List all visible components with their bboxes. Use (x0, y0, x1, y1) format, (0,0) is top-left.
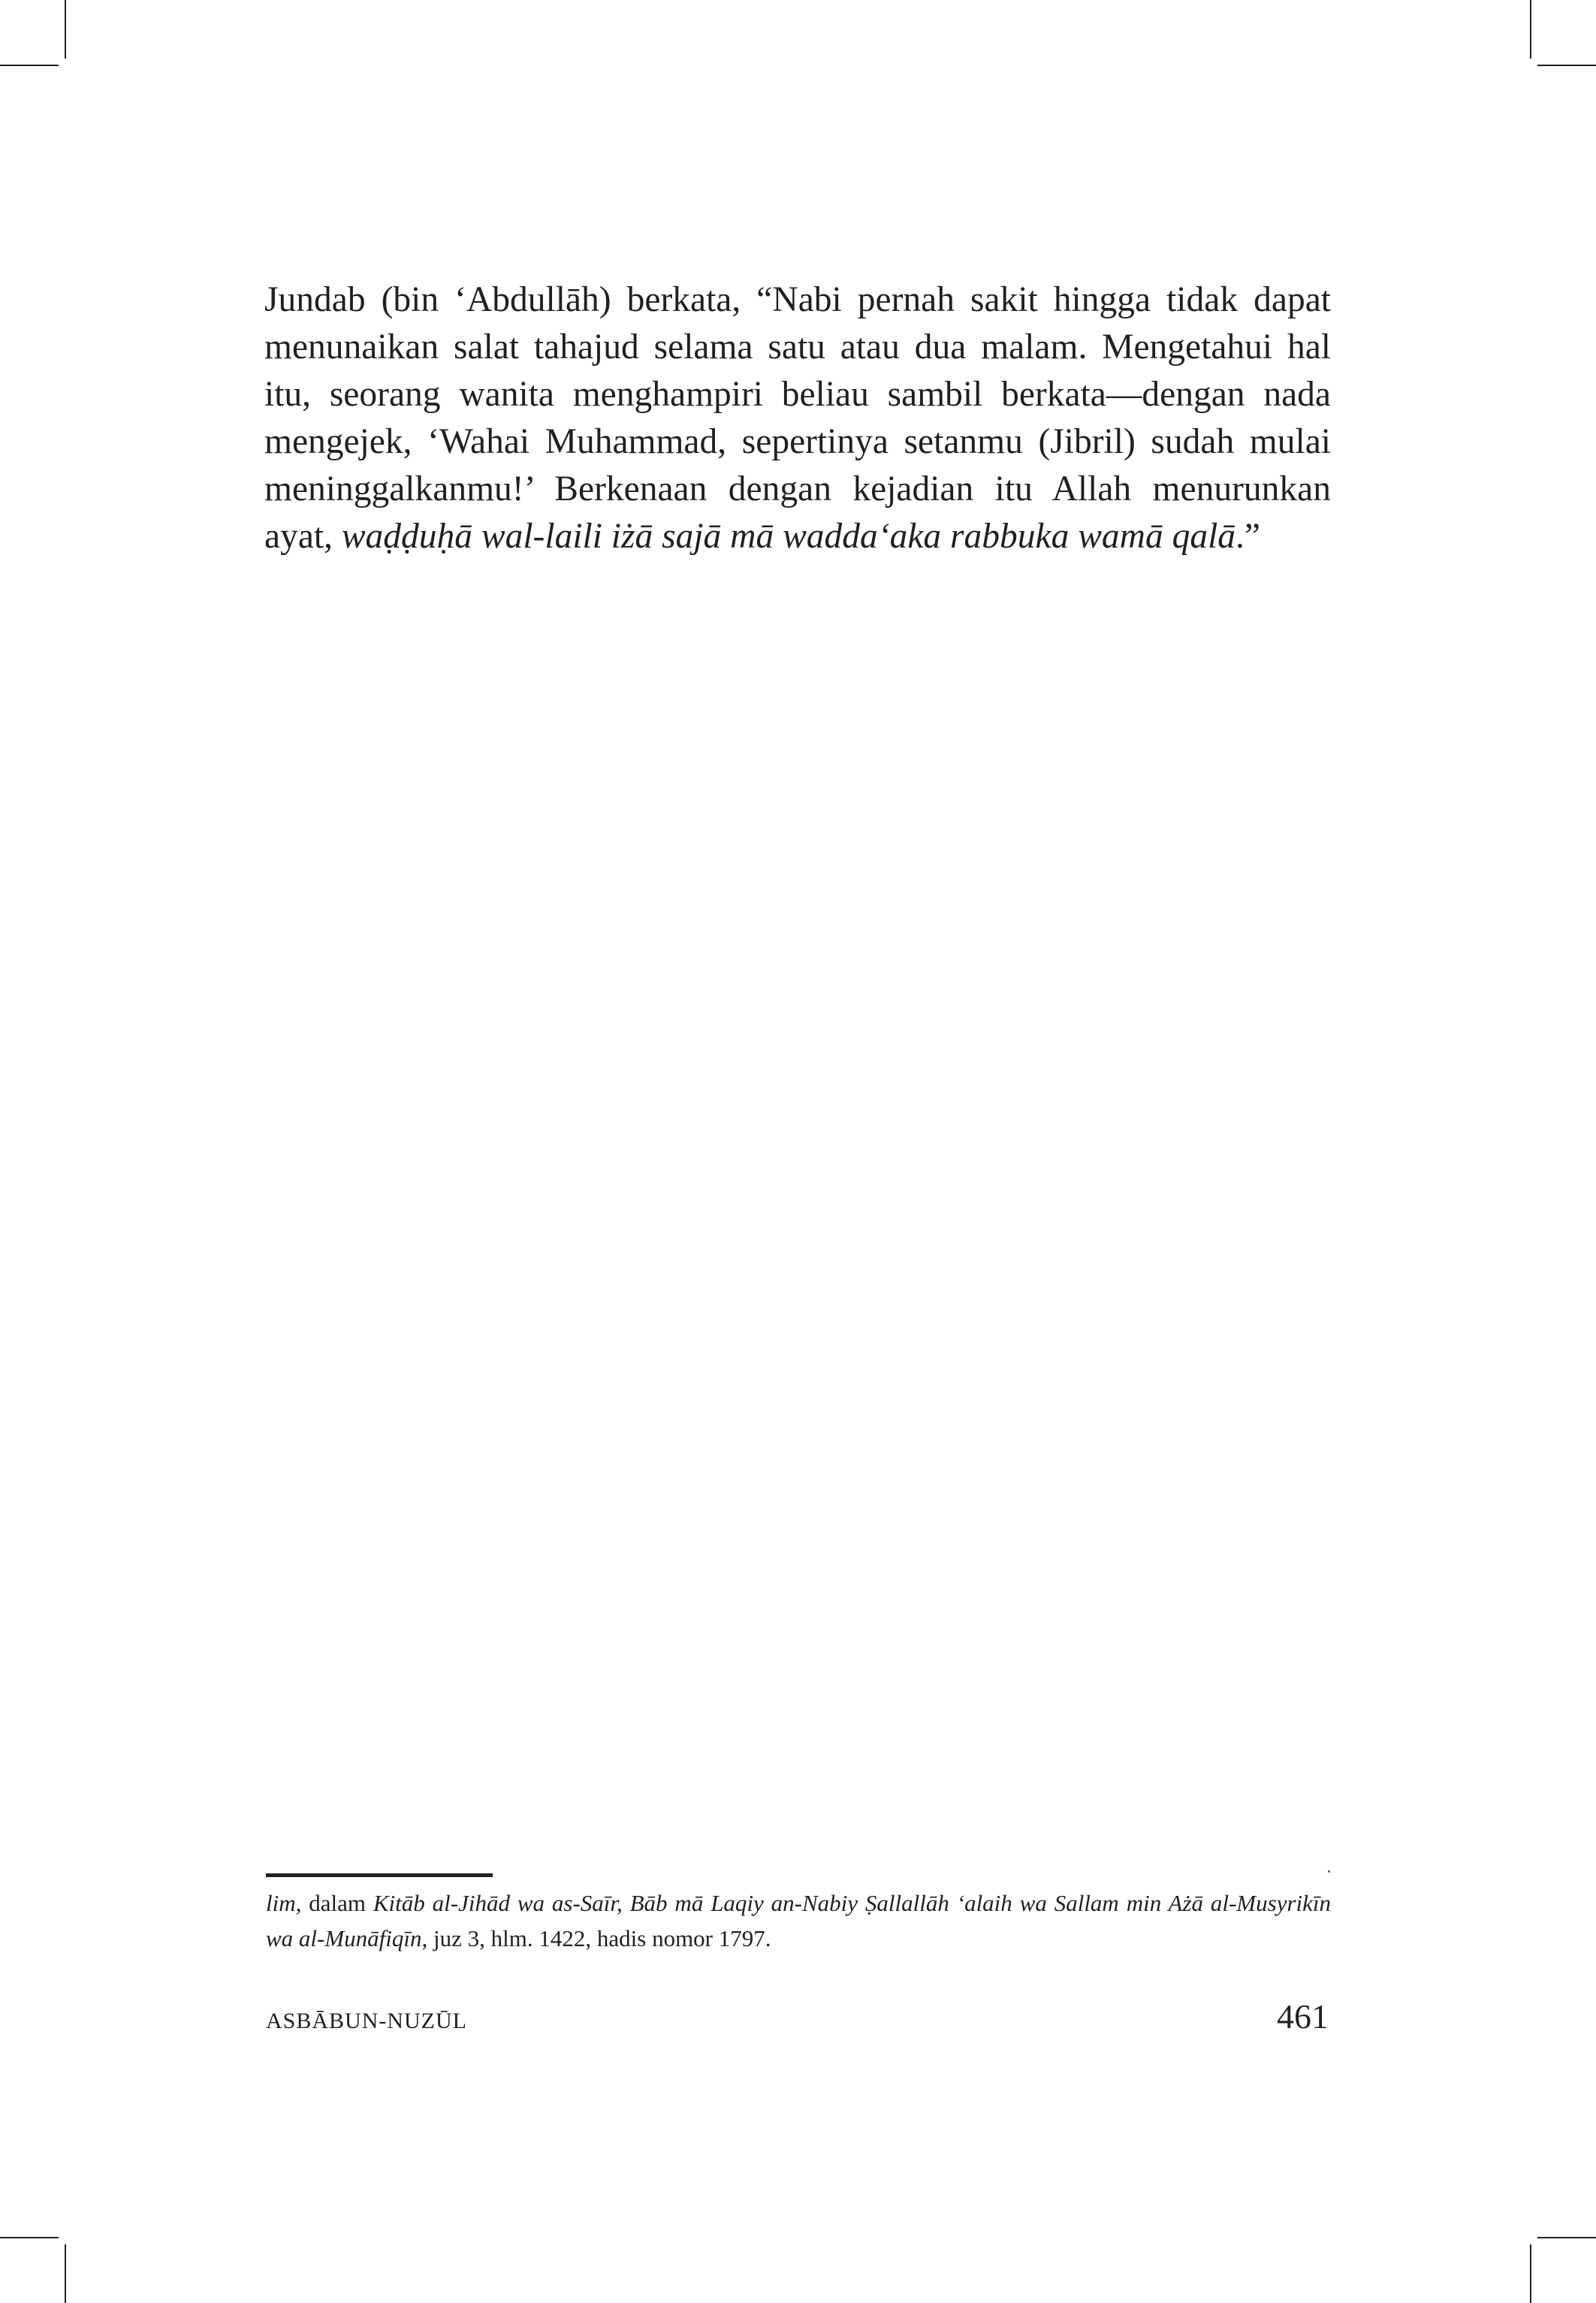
crop-mark-top-right (1530, 0, 1531, 59)
footnote-segment: juz 3, hlm. 1422, hadis nomor 1797. (427, 1925, 771, 1951)
footnote-text (266, 1885, 1331, 1956)
footnote-segment: dalam (301, 1890, 373, 1916)
body-paragraph (264, 276, 1331, 560)
crop-mark-bottom-left (0, 2237, 59, 2238)
footnote-segment: lim, (266, 1890, 302, 1916)
body-text-closing: .” (1235, 517, 1261, 556)
running-title: ASBĀBUN-NUZŪL (266, 2009, 467, 2033)
crop-mark-bottom-left (65, 2244, 66, 2303)
crop-mark-top-left (0, 65, 59, 66)
crop-mark-top-left (65, 0, 66, 59)
crop-mark-bottom-right (1530, 2244, 1531, 2303)
body-text-italic-verse: waḍḍuḥā wal-laili iżā sajā mā wadda‘aka rabbuka wamā qalā (341, 517, 1236, 556)
crop-mark-bottom-right (1537, 2237, 1596, 2238)
crop-mark-top-right (1537, 65, 1596, 66)
footnote-rule (266, 1873, 493, 1877)
page-number: 461 (1277, 1997, 1329, 2036)
footnote-segment: Kitāb al-Jihād wa as-Saīr, Bāb mā Laqiy an-Nabiy Ṣallallāh ‘alaih wa Sallam min Ażā al-Musyrikīn wa al-Munāfiqīn, (266, 1890, 1332, 1951)
body-text-regular: Jundab (bin ‘Abdullāh) berkata, “Nabi pernah sakit hingga tidak dapat menunaikan salat tahajud selama satu atau dua malam. Mengetahui hal itu, seorang wanita menghampiri beliau sambil berkata—dengan nada mengejek, ‘Wahai Muhammad, sepertinya setanmu (Jibril) sudah mulai meninggalkanmu!’ Berkenaan dengan kejadian itu Allah menurunkan ayat, (264, 280, 1331, 556)
stray-dot (1328, 1870, 1330, 1873)
